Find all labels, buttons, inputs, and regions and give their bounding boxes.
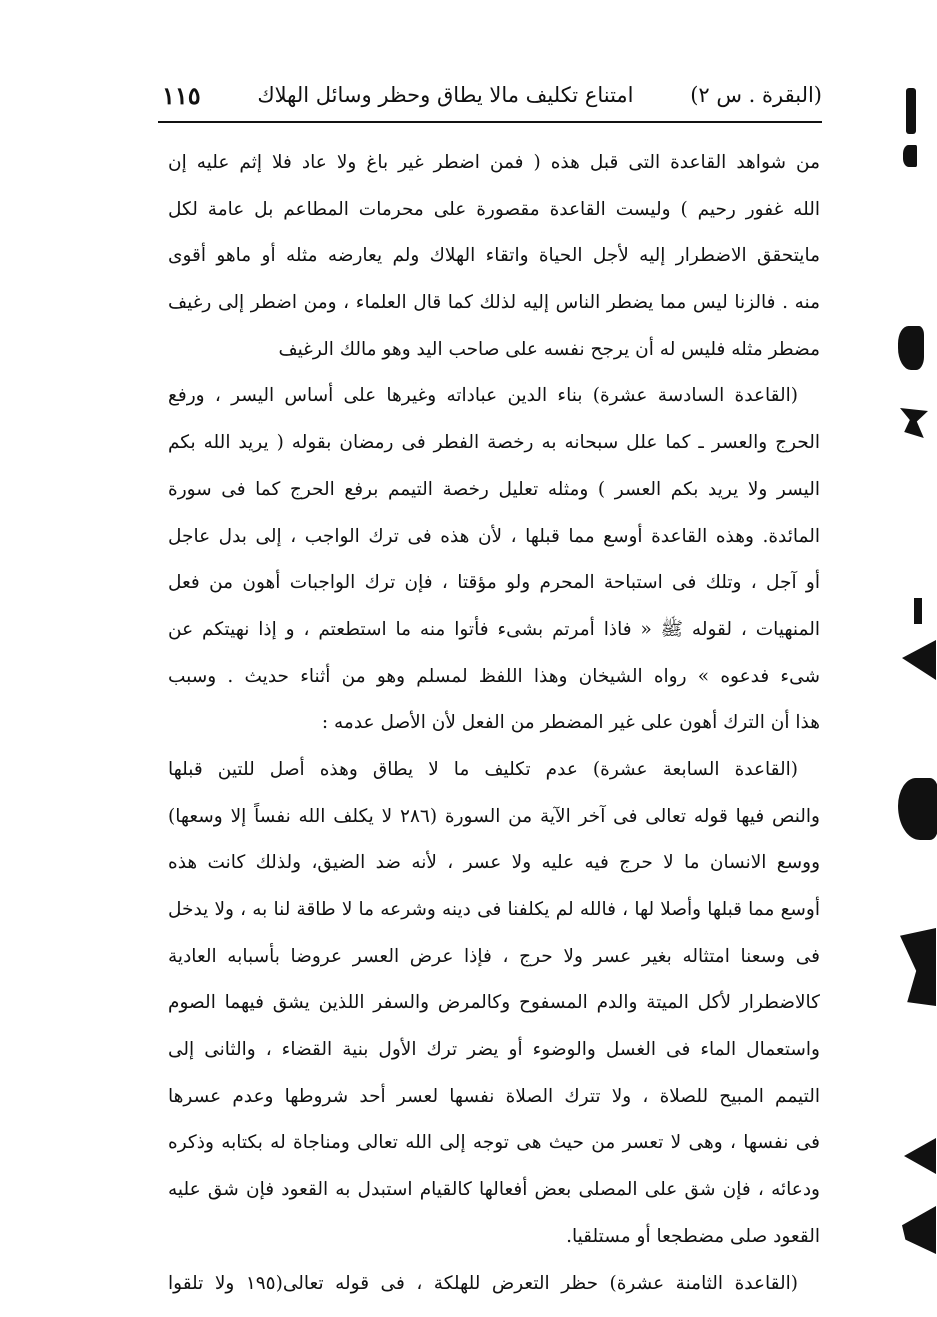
text-line: (القاعدة الثامنة عشرة) حظر التعرض للهلكة ، فى قوله تعالى(١٩٥ ولا تلقوا bbox=[168, 1272, 798, 1294]
text-line: كالاضطرار لأكل الميتة والدم المسفوح وكالمرض والسفر اللذين يشق فيهما الصوم bbox=[168, 992, 820, 1014]
surah-reference: (البقرة . س ٢) bbox=[690, 83, 822, 107]
text-line: المائدة. وهذه القاعدة أوسع مما قبلها ، لأن هذه فى ترك الواجب ، إلى بدل عاجل bbox=[168, 525, 820, 547]
scan-artifact bbox=[903, 145, 917, 167]
text-line: ووسع الانسان ما لا حرج فيه عليه ولا عسر ، لأنه ضد الضيق، ولذلك كانت هذه bbox=[168, 852, 820, 874]
text-line: أو آجل ، وتلك فى استباحة المحرم ولو مؤقتا ، فإن ترك الواجبات أهون من فعل bbox=[168, 572, 820, 594]
text-line: فى وسعنا امتثاله بغير عسر ولا حرج ، فإذا عرض العسر عروضا بأسبابه العادية bbox=[168, 945, 820, 967]
text-line: المنهيات ، لقوله ﷺ « فاذا أمرتم بشىء فأتوا منه ما استطعتم ، و إذا نهيتكم عن bbox=[168, 618, 820, 640]
text-line: فى نفسها ، وهى لا تعسر من حيث هى توجه إلى الله تعالى ومناجاة له بكتابه وذكره bbox=[168, 1132, 820, 1154]
text-line: القعود صلى مضطجعا أو مستلقيا. bbox=[566, 1225, 820, 1247]
scan-artifact bbox=[902, 640, 936, 680]
text-line: هذا أن الترك أهون على غير المضطر من الفعل لأن الأصل عدمه : bbox=[321, 712, 820, 734]
text-line: (القاعدة السادسة عشرة) بناء الدين عباداته وغيرها على أساس اليسر ، ورفع bbox=[168, 385, 798, 407]
scan-artifact bbox=[900, 928, 936, 1006]
scan-artifact bbox=[904, 1138, 936, 1174]
text-line: مايتحقق الاضطرار إليه لأجل الحياة واتقاء الهلاك ولم يعارضه مثله أو ماهو أقوى bbox=[168, 245, 820, 267]
text-line: أوسع مما قبلها وأصلا لها ، فالله لم يكلفنا فى دينه وشرعه ما لا طاقة لنا به ، ولا يدخل bbox=[168, 899, 820, 920]
text-line: من شواهد القاعدة التى قبل هذه ( فمن اضطر غير باغ ولا عاد فلا إثم عليه إن bbox=[168, 152, 820, 173]
page-title: امتناع تكليف مالا يطاق وحظر وسائل الهلاك bbox=[257, 83, 634, 107]
header-rule bbox=[158, 121, 822, 123]
text-line: ودعائه ، فإن شق على المصلى بعض أفعالها كالقيام استبدل به القعود فإن شق عليه bbox=[168, 1179, 820, 1201]
text-line: (القاعدة السابعة عشرة) عدم تكليف ما لا يطاق وهذه أصل للتين قبلها bbox=[168, 758, 798, 780]
running-header bbox=[162, 72, 822, 118]
page-number: ١١٥ bbox=[162, 80, 201, 110]
scan-artifact bbox=[898, 326, 924, 370]
text-line: والنص فيها قوله تعالى فى آخر الآية من السورة (٢٨٦ لا يكلف الله نفساً إلا وسعها) bbox=[168, 805, 820, 827]
scan-artifact bbox=[902, 1206, 936, 1254]
scan-artifact bbox=[898, 778, 937, 840]
text-line: الحرج والعسر ـ كما علل سبحانه به رخصة الفطر فى رمضان بقوله ( يريد الله بكم bbox=[168, 432, 820, 454]
scan-artifact bbox=[900, 408, 928, 438]
text-line: اليسر ولا يريد بكم العسر ) ومثله تعليل رخصة التيمم برفع الحرج كما فى سورة bbox=[168, 478, 820, 500]
text-line: مضطر مثله فليس له أن يرجح نفسه على صاحب اليد وهو مالك الرغيف bbox=[278, 338, 820, 360]
text-line: التيمم المبيح للصلاة ، ولا تترك الصلاة نفسها لعسر أحد شروطها وعدم عسرها bbox=[168, 1085, 820, 1107]
text-line: الله غفور رحيم ) وليست القاعدة مقصورة على محرمات المطاعم بل عامة لكل bbox=[168, 198, 820, 220]
text-line: شىء فدعوه » رواه الشيخان وهذا اللفظ لمسلم وهو من أثناء حديث . وسبب bbox=[168, 665, 820, 687]
text-line: واستعمال الماء فى الغسل والوضوء أو يضر ترك الأول بنية القضاء ، والثانى إلى bbox=[168, 1039, 820, 1061]
scan-artifact bbox=[914, 598, 922, 624]
text-line: منه . فالزنا ليس مما يضطر الناس إليه لذلك كما قال العلماء ، ومن اضطر إلى رغيف bbox=[168, 292, 820, 314]
scan-artifact bbox=[906, 88, 916, 134]
body-text bbox=[168, 140, 820, 1307]
